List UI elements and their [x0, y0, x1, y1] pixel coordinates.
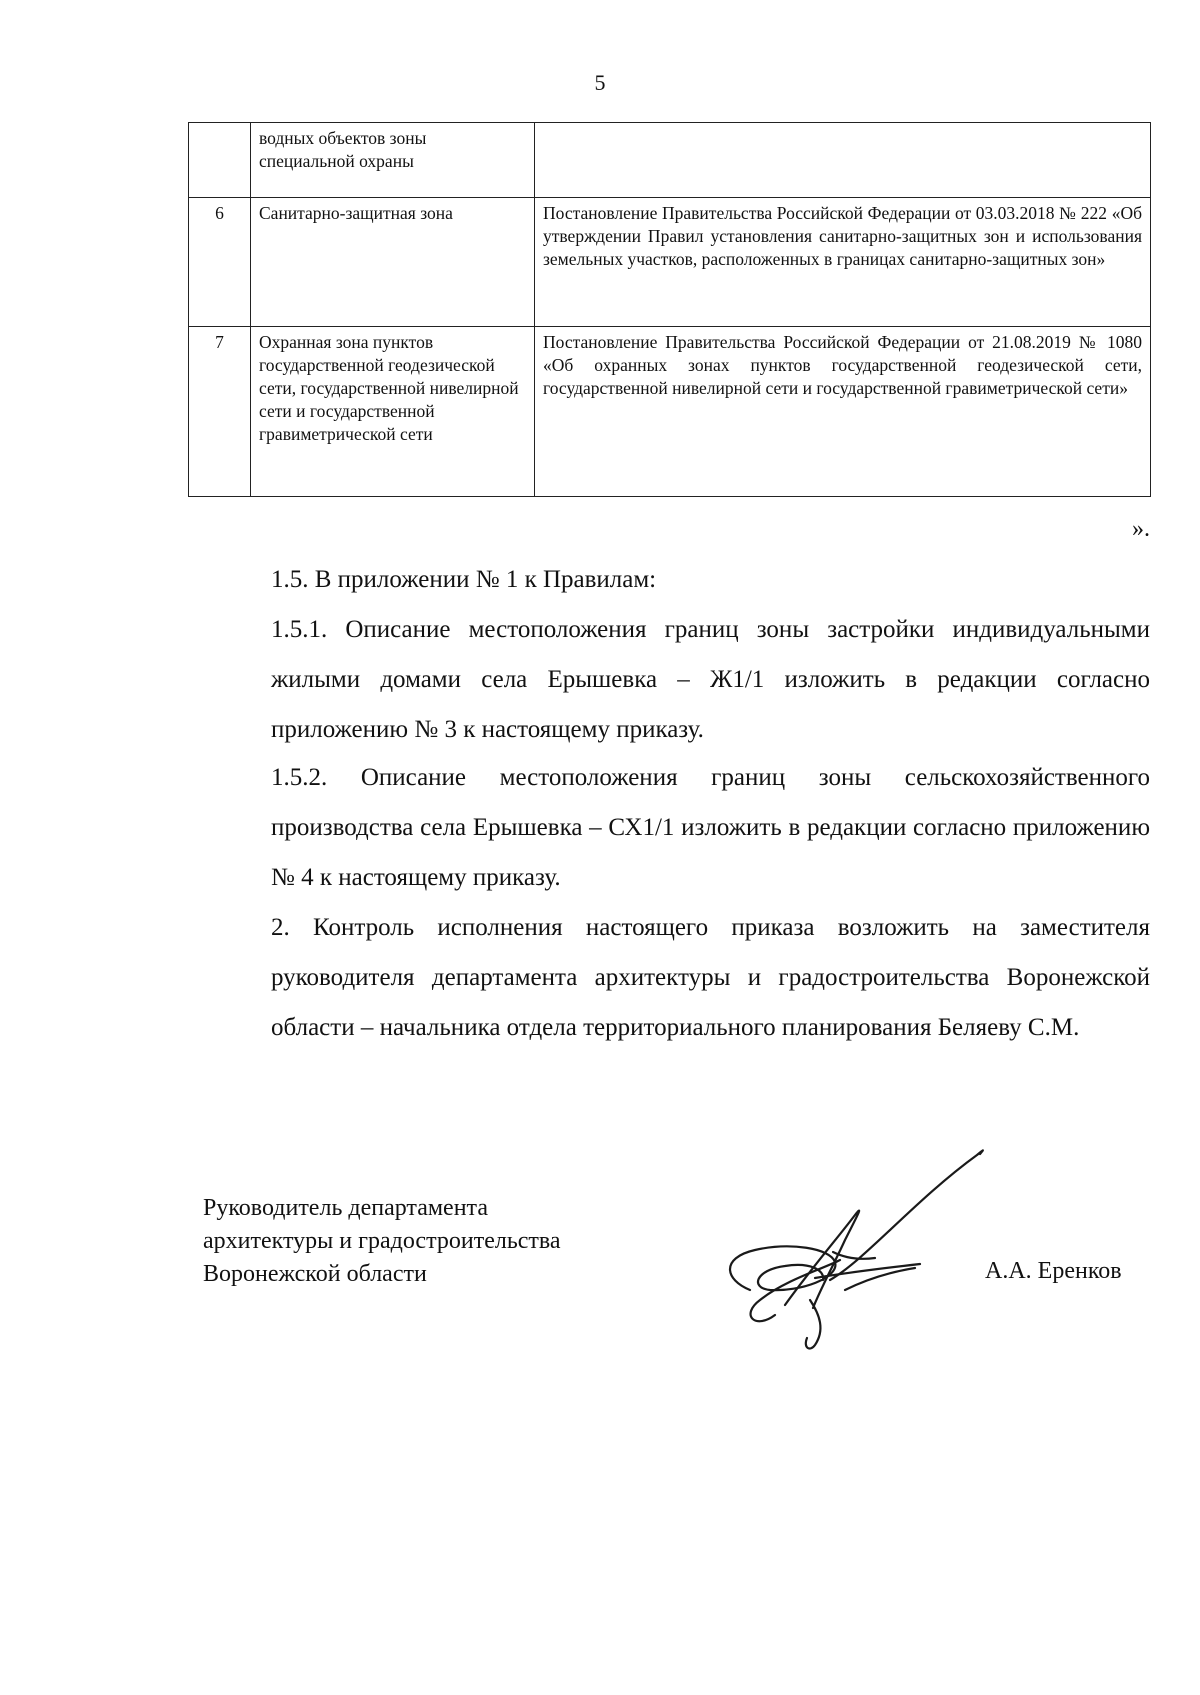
zone-name: Санитарно-защитная зона	[251, 198, 535, 327]
handwritten-signature	[715, 1140, 1015, 1355]
zones-table	[188, 122, 1151, 497]
legal-document: Постановление Правительства Российской Федерации от 21.08.2019 № 1080 «Об охранных зонах пунктов государственной геодезической сети, государственной нивелирной сети и государственной гравиметрической сети»	[535, 327, 1151, 497]
legal-document	[535, 123, 1151, 198]
paragraph-1-5-2	[203, 753, 1150, 903]
row-number	[189, 123, 251, 198]
paragraph-text: 1.5.2. Описание местоположения границ зоны сельскохозяйственного производства села Ерышевка – СХ1/1 изложить в редакции согласно приложению № 4 к настоящему приказу.	[271, 764, 1150, 891]
paragraph-1-5-1	[203, 605, 1150, 755]
table-row	[189, 198, 1151, 327]
signatory-name: А.А. Еренков	[985, 1258, 1122, 1284]
closing-quote: ».	[1132, 516, 1150, 542]
signatory-title-line: Руководитель департамента	[203, 1195, 488, 1221]
paragraph-2	[203, 903, 1150, 1053]
paragraph-1-5: 1.5. В приложении № 1 к Правилам:	[271, 566, 657, 593]
row-number: 6	[189, 198, 251, 327]
signatory-title-line: архитектуры и градостроительства	[203, 1228, 561, 1254]
signatory-title	[203, 1192, 561, 1291]
table-row	[189, 123, 1151, 198]
table-row	[189, 327, 1151, 497]
paragraph-text: 2. Контроль исполнения настоящего приказа возложить на заместителя руководителя департамента архитектуры и градостроительства Воронежской области – начальника отдела территориального планирования Беляеву С.М.	[271, 914, 1150, 1041]
signatory-title-line: Воронежской области	[203, 1261, 427, 1287]
page-number: 5	[594, 70, 606, 95]
legal-document: Постановление Правительства Российской Федерации от 03.03.2018 № 222 «Об утверждении Правил установления санитарно-защитных зон и использования земельных участков, расположенных в границах санитарно-защитных зон»	[535, 198, 1151, 327]
zone-name: водных объектов зоны специальной охраны	[251, 123, 535, 198]
zone-name: Охранная зона пунктов государственной геодезической сети, государственной нивелирной сети и государственной гравиметрической сети	[251, 327, 535, 497]
paragraph-text: 1.5.1. Описание местоположения границ зоны застройки индивидуальными жилыми домами села Ерышевка – Ж1/1 изложить в редакции согласно приложению № 3 к настоящему приказу.	[271, 616, 1150, 743]
row-number: 7	[189, 327, 251, 497]
